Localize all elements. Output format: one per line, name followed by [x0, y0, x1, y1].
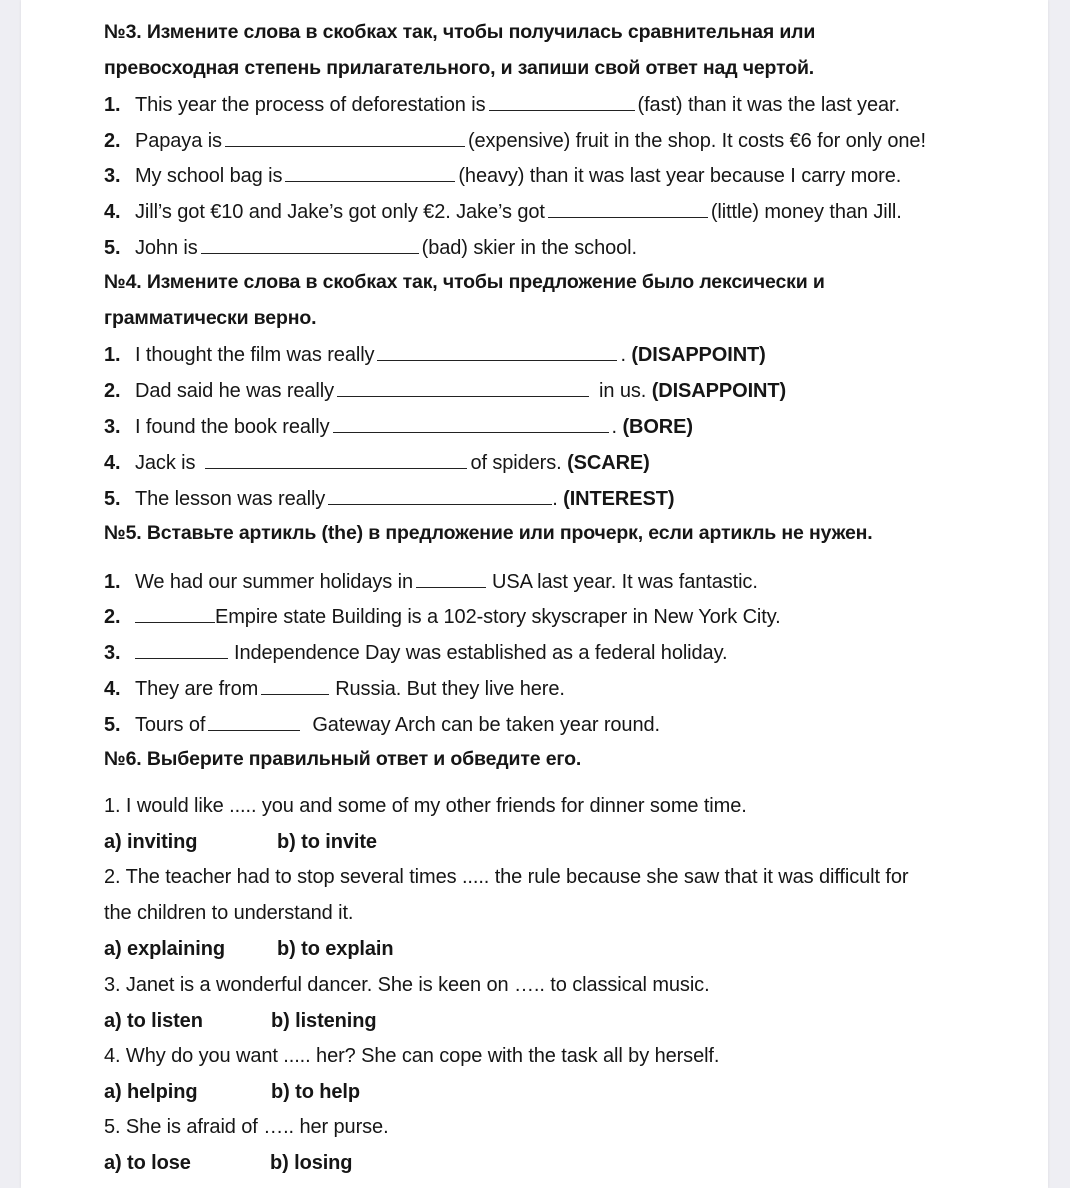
answer-blank[interactable] — [337, 378, 589, 397]
item-text-before: Tours of — [135, 714, 206, 736]
answer-blank[interactable] — [285, 163, 455, 182]
task6-question: 5. She is afraid of ….. her purse. — [104, 1116, 389, 1138]
option-a[interactable]: a) explaining — [104, 938, 225, 960]
item-number: 5. — [104, 237, 121, 259]
answer-blank[interactable] — [135, 604, 215, 623]
item-number: 2. — [104, 130, 121, 152]
item-number: 1. — [104, 571, 121, 593]
item-text-before: Dad said he was really — [135, 380, 335, 402]
item-number: 5. — [104, 714, 121, 736]
item-text-after: Gateway Arch can be taken year round. — [312, 714, 660, 736]
item-text-before: They are from — [135, 678, 259, 700]
task6-options — [104, 830, 377, 854]
item-text-before: The lesson was really — [135, 488, 326, 510]
option-a[interactable]: a) to listen — [104, 1010, 203, 1032]
base-word: (DISAPPOINT) — [651, 380, 787, 402]
task4-item — [104, 414, 693, 439]
item-number: 3. — [104, 416, 121, 438]
item-text-after: (bad) skier in the school. — [421, 237, 637, 259]
task5-item — [104, 569, 758, 594]
option-b[interactable]: b) to explain — [277, 938, 394, 960]
task3-item — [104, 235, 637, 260]
task6-options — [104, 1151, 352, 1175]
answer-blank[interactable] — [208, 712, 300, 731]
option-b[interactable]: b) to invite — [277, 831, 377, 853]
answer-blank[interactable] — [201, 235, 419, 254]
task5-heading: №5. Вставьте артикль (the) в предложение или прочерк, если артикль не нужен. — [104, 522, 873, 544]
item-text-after: (fast) than it was the last year. — [637, 94, 900, 116]
item-text-after: . — [552, 488, 558, 510]
item-text-before: I found the book really — [135, 416, 330, 438]
task5-item — [104, 640, 727, 665]
task4-item — [104, 450, 650, 475]
item-text-after: . — [620, 344, 626, 366]
option-a[interactable]: a) helping — [104, 1081, 198, 1103]
item-text-before: This year the process of deforestation is — [135, 94, 486, 116]
item-text-after: of spiders. — [470, 452, 562, 474]
task5-item — [104, 604, 781, 629]
task3-heading-cont: превосходная степень прилагательного, и запиши свой ответ над чертой. — [104, 57, 815, 79]
item-number: 4. — [104, 678, 121, 700]
item-text-before: Papaya is — [135, 130, 222, 152]
item-text-after: Independence Day was established as a federal holiday. — [234, 642, 728, 664]
item-text-before: Jack is — [135, 452, 196, 474]
answer-blank[interactable] — [377, 342, 617, 361]
item-number: 4. — [104, 201, 121, 223]
base-word: (INTEREST) — [563, 488, 675, 510]
item-text-after: Empire state Building is a 102-story skyscraper in New York City. — [215, 606, 781, 628]
task6-options — [104, 937, 393, 961]
item-text-before: My school bag is — [135, 165, 283, 187]
item-text-before: Jill’s got €10 and Jake’s got only €2. Jake’s got — [135, 201, 545, 223]
item-number: 3. — [104, 165, 121, 187]
item-text-after: in us. — [599, 380, 647, 402]
item-number: 3. — [104, 642, 121, 664]
task6-options — [104, 1009, 376, 1033]
item-text-after: (little) money than Jill. — [710, 201, 902, 223]
option-b[interactable]: b) losing — [270, 1152, 353, 1174]
item-number: 2. — [104, 606, 121, 628]
item-text-after: (heavy) than it was last year because I carry more. — [458, 165, 902, 187]
option-b[interactable]: b) listening — [271, 1010, 377, 1032]
task3-item — [104, 199, 902, 224]
task6-heading: №6. Выберите правильный ответ и обведите его. — [104, 748, 582, 770]
option-a[interactable]: a) inviting — [104, 831, 198, 853]
option-b[interactable]: b) to help — [271, 1081, 360, 1103]
task6-question: 4. Why do you want ..... her? She can cope with the task all by herself. — [104, 1045, 720, 1067]
task6-question: 3. Janet is a wonderful dancer. She is keen on ….. to classical music. — [104, 974, 710, 996]
base-word: (DISAPPOINT) — [631, 344, 766, 366]
item-number: 4. — [104, 452, 121, 474]
task6-question: 1. I would like ..... you and some of my other friends for dinner some time. — [104, 795, 747, 817]
answer-blank[interactable] — [225, 128, 465, 147]
task4-item — [104, 342, 766, 367]
item-number: 5. — [104, 488, 121, 510]
answer-blank[interactable] — [205, 450, 467, 469]
answer-blank[interactable] — [416, 569, 486, 588]
task4-item — [104, 378, 786, 403]
task3-item — [104, 163, 901, 188]
item-number: 1. — [104, 344, 121, 366]
task6-options — [104, 1080, 360, 1104]
item-text-before: I thought the film was really — [135, 344, 375, 366]
base-word: (BORE) — [622, 416, 693, 438]
task3-heading: №3. Измените слова в скобках так, чтобы получилась сравнительная или — [104, 21, 816, 43]
task6-question: 2. The teacher had to stop several times ..... the rule because she saw that it was difficult for — [104, 866, 909, 888]
item-text-after: . — [611, 416, 617, 438]
task3-item — [104, 128, 926, 153]
base-word: (SCARE) — [567, 452, 650, 474]
item-text-after: USA last year. It was fantastic. — [491, 571, 758, 593]
task3-item — [104, 92, 900, 117]
item-number: 1. — [104, 94, 121, 116]
item-number: 2. — [104, 380, 121, 402]
item-text-before: John is — [135, 237, 198, 259]
task6-question-cont: the children to understand it. — [104, 902, 354, 924]
item-text-before: We had our summer holidays in — [135, 571, 413, 593]
answer-blank[interactable] — [548, 199, 708, 218]
answer-blank[interactable] — [333, 414, 609, 433]
answer-blank[interactable] — [261, 676, 329, 695]
task5-item — [104, 712, 660, 737]
answer-blank[interactable] — [489, 92, 635, 111]
item-text-after: (expensive) fruit in the shop. It costs €6 for only one! — [467, 130, 926, 152]
task4-item — [104, 486, 674, 511]
option-a[interactable]: a) to lose — [104, 1152, 191, 1174]
task5-item — [104, 676, 565, 701]
task4-heading-cont: грамматически верно. — [104, 307, 317, 329]
answer-blank[interactable] — [328, 486, 552, 505]
answer-blank[interactable] — [135, 640, 228, 659]
item-text-after: Russia. But they live here. — [335, 678, 565, 700]
task4-heading: №4. Измените слова в скобках так, чтобы предложение было лексически и — [104, 271, 825, 293]
